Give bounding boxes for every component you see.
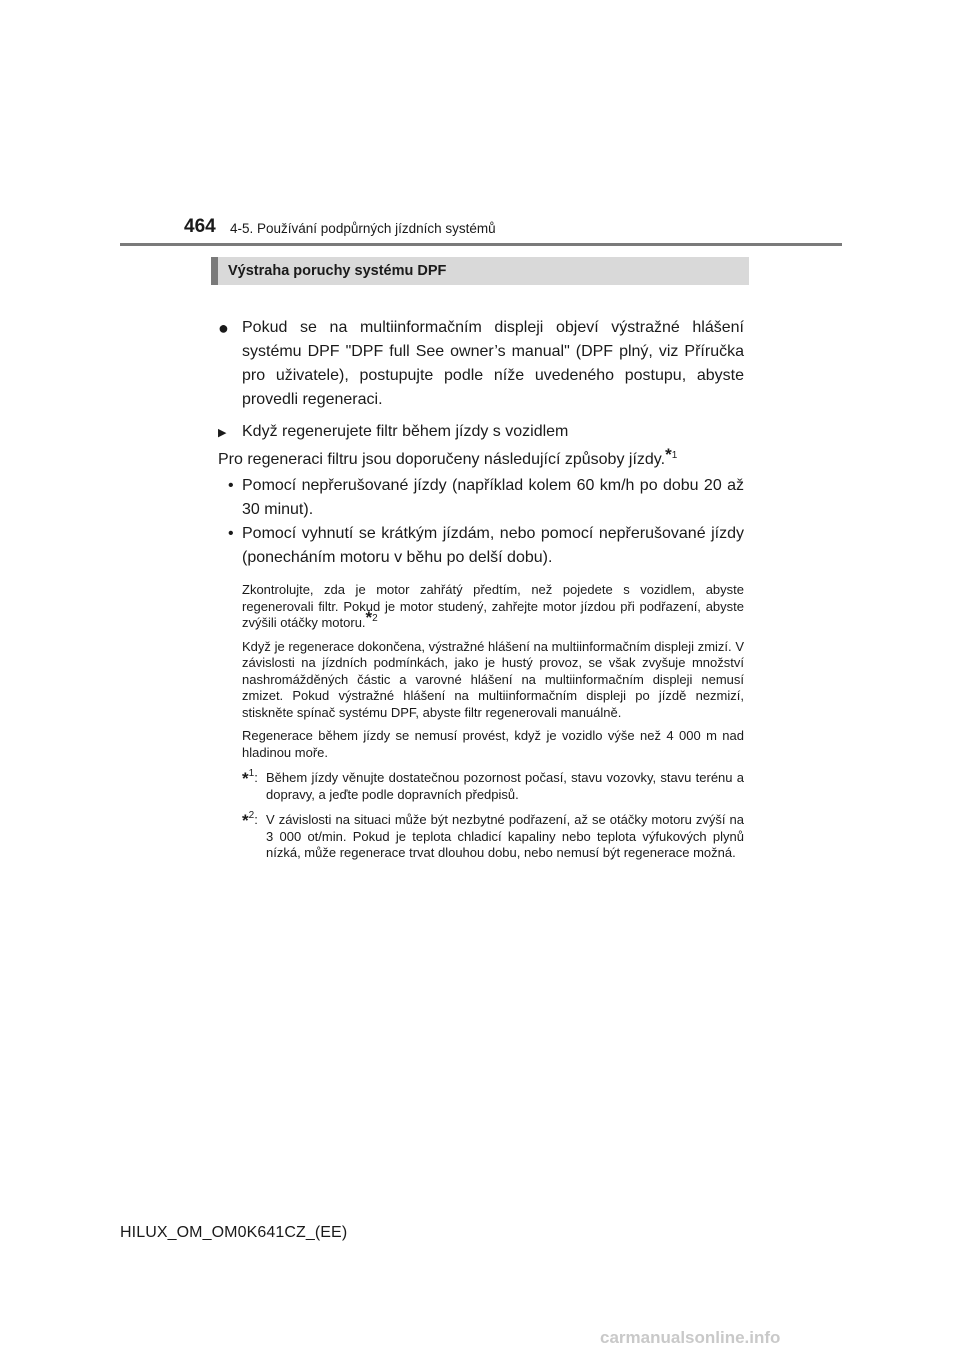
footnote-mark: *$^1$:	[242, 768, 258, 788]
footnote-text: V závislosti na situaci může být nezbytné podřazení, až se otáčky motoru zvýší na 3 000 ot/min. Pokud je teplota chladicí kapaliny nebo teplota výfukových plynů nízká, může regenerace trvat dlouhou dobu, nebo nemusí být regenerace možná.	[266, 812, 744, 860]
section-title: 4-5. Používání podpůrných jízdních systémů	[230, 221, 496, 236]
footnote-1	[218, 770, 744, 803]
subheading-text: Když regenerujete filtr během jízdy s vozidlem	[242, 423, 569, 440]
recommend-paragraph	[218, 445, 744, 472]
footnote-ref-1: *1	[665, 445, 678, 464]
intro-paragraph	[218, 316, 744, 412]
content-body	[218, 316, 744, 862]
list-item-text: Pomocí nepřerušované jízdy (například kolem 60 km/h po dobu 20 až 30 minut).	[242, 477, 744, 518]
footnote-text: Během jízdy věnujte dostatečnou pozornost počasí, stavu vozovky, stavu terénu a dopravy, a jeďte podle dopravních předpisů.	[266, 770, 744, 802]
watermark: carmanualsonline.info	[600, 1328, 781, 1347]
triangle-right-icon: ▶	[218, 427, 227, 439]
subheading	[218, 420, 744, 444]
header-rule	[120, 243, 842, 246]
footer-code: HILUX_OM_OM0K641CZ_(EE)	[120, 1224, 348, 1241]
note-paragraph-2: Když je regenerace dokončena, výstražné hlášení na multiinformačním displeji zmizí. V závislosti na jízdních podmínkách, jako je hustý provoz, se však zvyšuje množství nashromážděných částic a varovné hlášení na multiinformačním displeji nemusí zmizet. Pokud výstražné hlášení na multiinformačním displeji po jízdě nezmizí, stiskněte spínač systému DPF, abyste filtr regenerovali manuálně.	[242, 638, 744, 720]
note-text: Zkontrolujte, zda je motor zahřátý předtím, než pojedete s vozidlem, abyste regenerovali filtr. Pokud je motor studený, zahřejte motor jízdou při podřazení, abyste zvýšili otáčky motoru.	[242, 582, 744, 630]
dot-bullet-icon: •	[228, 525, 234, 542]
footnote-2	[218, 812, 744, 862]
intro-text: Pokud se na multiinformačním displeji objeví výstražné hlášení systému DPF "DPF full See owner’s manual" (DPF plný, viz Příručka pro uživatele), postupujte podle níže uvedeného postupu, abyste provedli regeneraci.	[242, 319, 744, 408]
footnote-ref-2: *2	[365, 608, 378, 627]
dot-bullet-icon: •	[228, 477, 234, 494]
list-item	[218, 474, 744, 522]
note-paragraph-1	[218, 582, 744, 632]
list-item	[218, 522, 744, 570]
note-paragraph-3: Regenerace během jízdy se nemusí provést, když je vozidlo výše než 4 000 m nad hladinou moře.	[242, 728, 744, 760]
box-heading: Výstraha poruchy systému DPF	[211, 257, 749, 285]
disc-bullet-icon: ●	[218, 318, 229, 338]
footnote-mark: *$^2$:	[242, 810, 258, 830]
recommend-list	[218, 474, 744, 570]
list-item-text: Pomocí vyhnutí se krátkým jízdám, nebo pomocí nepřerušované jízdy (ponecháním motoru v běhu po delší dobu).	[242, 525, 744, 566]
page-number: 464	[184, 216, 216, 237]
recommend-text: Pro regeneraci filtru jsou doporučeny následující způsoby jízdy.	[218, 451, 666, 468]
